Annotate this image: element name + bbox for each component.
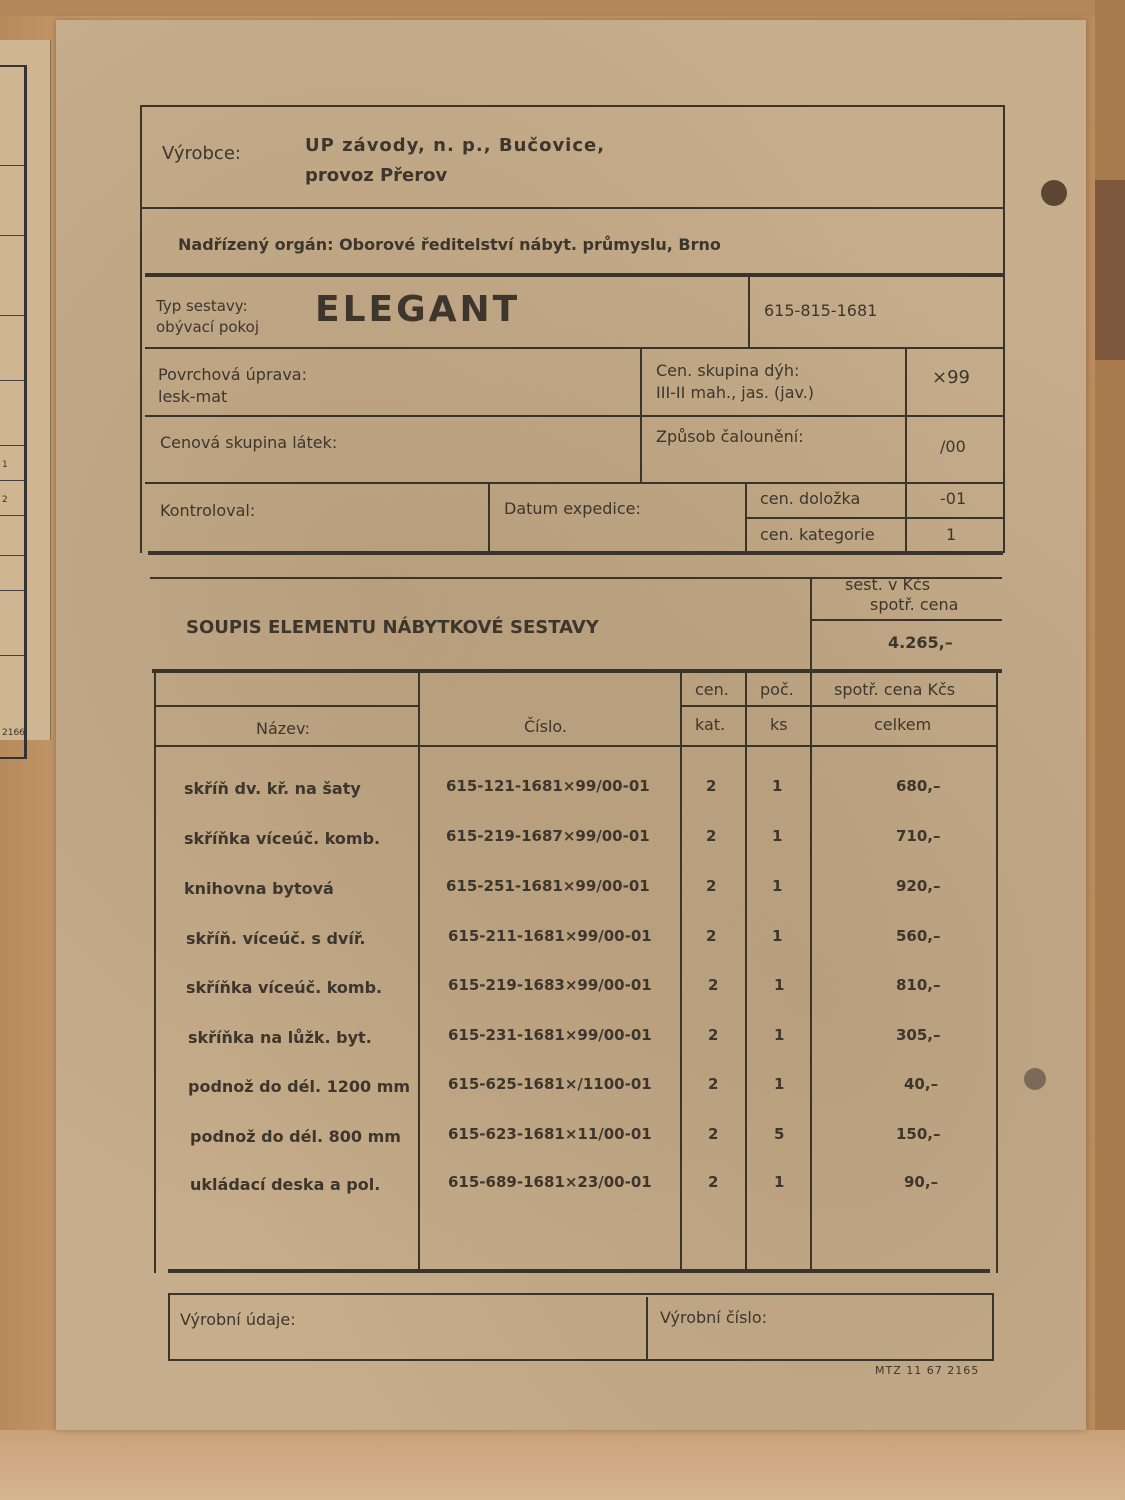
row-number: 615-625-1681×/1100-01	[448, 1075, 652, 1093]
nail-head	[1024, 1068, 1046, 1090]
wood-grain	[1095, 180, 1125, 360]
set-type-label: Typ sestavy:	[156, 297, 248, 315]
row-qty: 1	[774, 1075, 785, 1093]
manufacturer-plant: provoz Přerov	[305, 165, 448, 186]
rule	[154, 673, 156, 1273]
side-label-line	[0, 165, 24, 166]
price-category-label: cen. kategorie	[760, 525, 875, 544]
row-qty: 1	[774, 1173, 785, 1191]
rule	[646, 1297, 648, 1359]
row-cat: 2	[708, 976, 719, 994]
row-cat: 2	[706, 827, 717, 845]
row-price: 150,–	[896, 1125, 941, 1143]
row-number: 615-219-1687×99/00-01	[446, 827, 650, 845]
side-label	[0, 40, 51, 740]
summary-title: SOUPIS ELEMENTU NÁBYTKOVÉ SESTAVY	[186, 617, 599, 638]
row-cat: 2	[708, 1075, 719, 1093]
nail-head	[1041, 180, 1067, 206]
col-header-price-1: spotř. cena Kčs	[834, 680, 956, 699]
rule	[145, 347, 1005, 349]
finish-value: lesk-mat	[158, 387, 228, 406]
side-label-line	[0, 235, 24, 236]
wood-board-bottom	[0, 1430, 1125, 1500]
row-price: 90,–	[904, 1173, 939, 1191]
checked-by-label: Kontroloval:	[160, 501, 256, 520]
fabric-label: Cenová skupina látek:	[160, 433, 338, 452]
rule	[168, 1359, 994, 1361]
row-cat: 2	[708, 1125, 719, 1143]
dispatch-date-label: Datum expedice:	[504, 499, 641, 518]
veneer-code: ×99	[932, 367, 970, 388]
row-price: 680,–	[896, 777, 941, 795]
row-number: 615-623-1681×11/00-01	[448, 1125, 652, 1143]
rule	[1003, 105, 1005, 553]
row-price: 920,–	[896, 877, 941, 895]
row-cat: 2	[706, 777, 717, 795]
side-label-code: 2166	[2, 728, 25, 738]
row-name: podnož do dél. 800 mm	[190, 1127, 401, 1146]
rule	[810, 673, 812, 1269]
row-qty: 1	[772, 877, 783, 895]
col-header-qty-2: ks	[770, 715, 788, 734]
row-number: 615-121-1681×99/00-01	[446, 777, 650, 795]
row-number: 615-211-1681×99/00-01	[448, 927, 652, 945]
price-label-2: spotř. cena	[870, 595, 959, 614]
set-type-sub: obývací pokoj	[156, 318, 260, 336]
rule	[145, 415, 1005, 417]
set-name: ELEGANT	[315, 289, 521, 330]
col-header-price-2: celkem	[874, 715, 932, 734]
side-label-mark: 2	[2, 495, 8, 505]
rule	[992, 1293, 994, 1359]
side-label-line	[0, 515, 24, 516]
row-name: podnož do dél. 1200 mm	[188, 1077, 411, 1096]
row-cat: 2	[708, 1173, 719, 1191]
set-number: 615-815-1681	[764, 301, 878, 320]
production-data-label: Výrobní údaje:	[180, 1310, 296, 1329]
form	[140, 105, 1005, 1377]
side-label-line	[0, 315, 24, 316]
upholstery-code: /00	[940, 437, 966, 456]
row-number: 615-689-1681×23/00-01	[448, 1173, 652, 1191]
row-name: skříňka víceúč. komb.	[184, 829, 381, 848]
row-cat: 2	[706, 877, 717, 895]
rule	[145, 482, 1005, 484]
row-qty: 1	[772, 827, 783, 845]
price-clause-value: -01	[940, 489, 967, 508]
rule	[745, 673, 747, 1269]
wood-board-top	[0, 0, 1125, 16]
row-price: 40,–	[904, 1075, 939, 1093]
rule	[748, 277, 750, 347]
row-qty: 1	[774, 1026, 785, 1044]
col-header-cat-2: kat.	[695, 715, 726, 734]
side-label-line	[0, 555, 24, 556]
rule	[488, 482, 490, 552]
side-label-line	[0, 445, 24, 446]
production-number-label: Výrobní číslo:	[660, 1308, 768, 1327]
side-label-line	[0, 380, 24, 381]
total-price: 4.265,–	[888, 633, 953, 652]
wood-board-right	[1095, 0, 1125, 1500]
rule	[145, 273, 1005, 277]
row-price: 810,–	[896, 976, 941, 994]
row-name: skříň. víceúč. s dvíř.	[186, 929, 366, 948]
price-clause-label: cen. doložka	[760, 489, 861, 508]
col-header-cat-1: cen.	[695, 680, 729, 699]
form-code: MTZ 11 67 2165	[875, 1364, 980, 1377]
rule	[680, 705, 996, 707]
row-number: 615-251-1681×99/00-01	[446, 877, 650, 895]
row-name: ukládací deska a pol.	[190, 1175, 381, 1194]
rule	[418, 673, 420, 1269]
finish-label: Povrchová úprava:	[158, 365, 307, 384]
rule	[810, 577, 812, 669]
price-category-value: 1	[946, 525, 957, 544]
price-label-1: sest. v Kčs	[845, 575, 931, 594]
rule	[680, 673, 682, 1269]
rule	[140, 207, 1005, 209]
manufacturer-name: UP závody, n. p., Bučovice,	[305, 135, 606, 156]
row-name: skříňka na lůžk. byt.	[188, 1028, 372, 1047]
row-cat: 2	[706, 927, 717, 945]
side-label-line	[0, 480, 24, 481]
row-price: 305,–	[896, 1026, 941, 1044]
rule	[810, 619, 1002, 621]
row-qty: 1	[772, 927, 783, 945]
col-header-name: Název:	[256, 719, 310, 738]
authority: Nadřízený orgán: Oborové ředitelství nábyt. průmyslu, Brno	[178, 235, 721, 254]
rule	[152, 669, 1002, 673]
rule	[154, 745, 996, 747]
rule	[168, 1293, 994, 1295]
rule	[168, 1269, 990, 1273]
row-number: 615-231-1681×99/00-01	[448, 1026, 652, 1044]
side-label-line	[0, 655, 24, 656]
rule	[140, 105, 1005, 107]
col-header-qty-1: poč.	[760, 680, 794, 699]
side-label-line	[0, 590, 24, 591]
veneer-label: Cen. skupina dýh:	[656, 361, 800, 380]
col-header-number: Číslo.	[524, 717, 567, 736]
side-label-mark: 1	[2, 460, 8, 470]
manufacturer-label: Výrobce:	[162, 143, 241, 164]
row-number: 615-219-1683×99/00-01	[448, 976, 652, 994]
rule	[140, 105, 142, 553]
rule	[996, 673, 998, 1273]
upholstery-label: Způsob čalounění:	[656, 427, 804, 446]
rule	[168, 1293, 170, 1359]
rule	[154, 705, 419, 707]
rule	[745, 517, 1005, 519]
row-price: 710,–	[896, 827, 941, 845]
row-name: knihovna bytová	[184, 879, 334, 898]
veneer-value: III-II mah., jas. (jav.)	[656, 383, 815, 402]
rule	[148, 551, 1003, 555]
row-cat: 2	[708, 1026, 719, 1044]
row-qty: 1	[772, 777, 783, 795]
row-name: skříň dv. kř. na šaty	[184, 779, 361, 798]
row-name: skříňka víceúč. komb.	[186, 978, 383, 997]
row-qty: 1	[774, 976, 785, 994]
row-price: 560,–	[896, 927, 941, 945]
row-qty: 5	[774, 1125, 785, 1143]
